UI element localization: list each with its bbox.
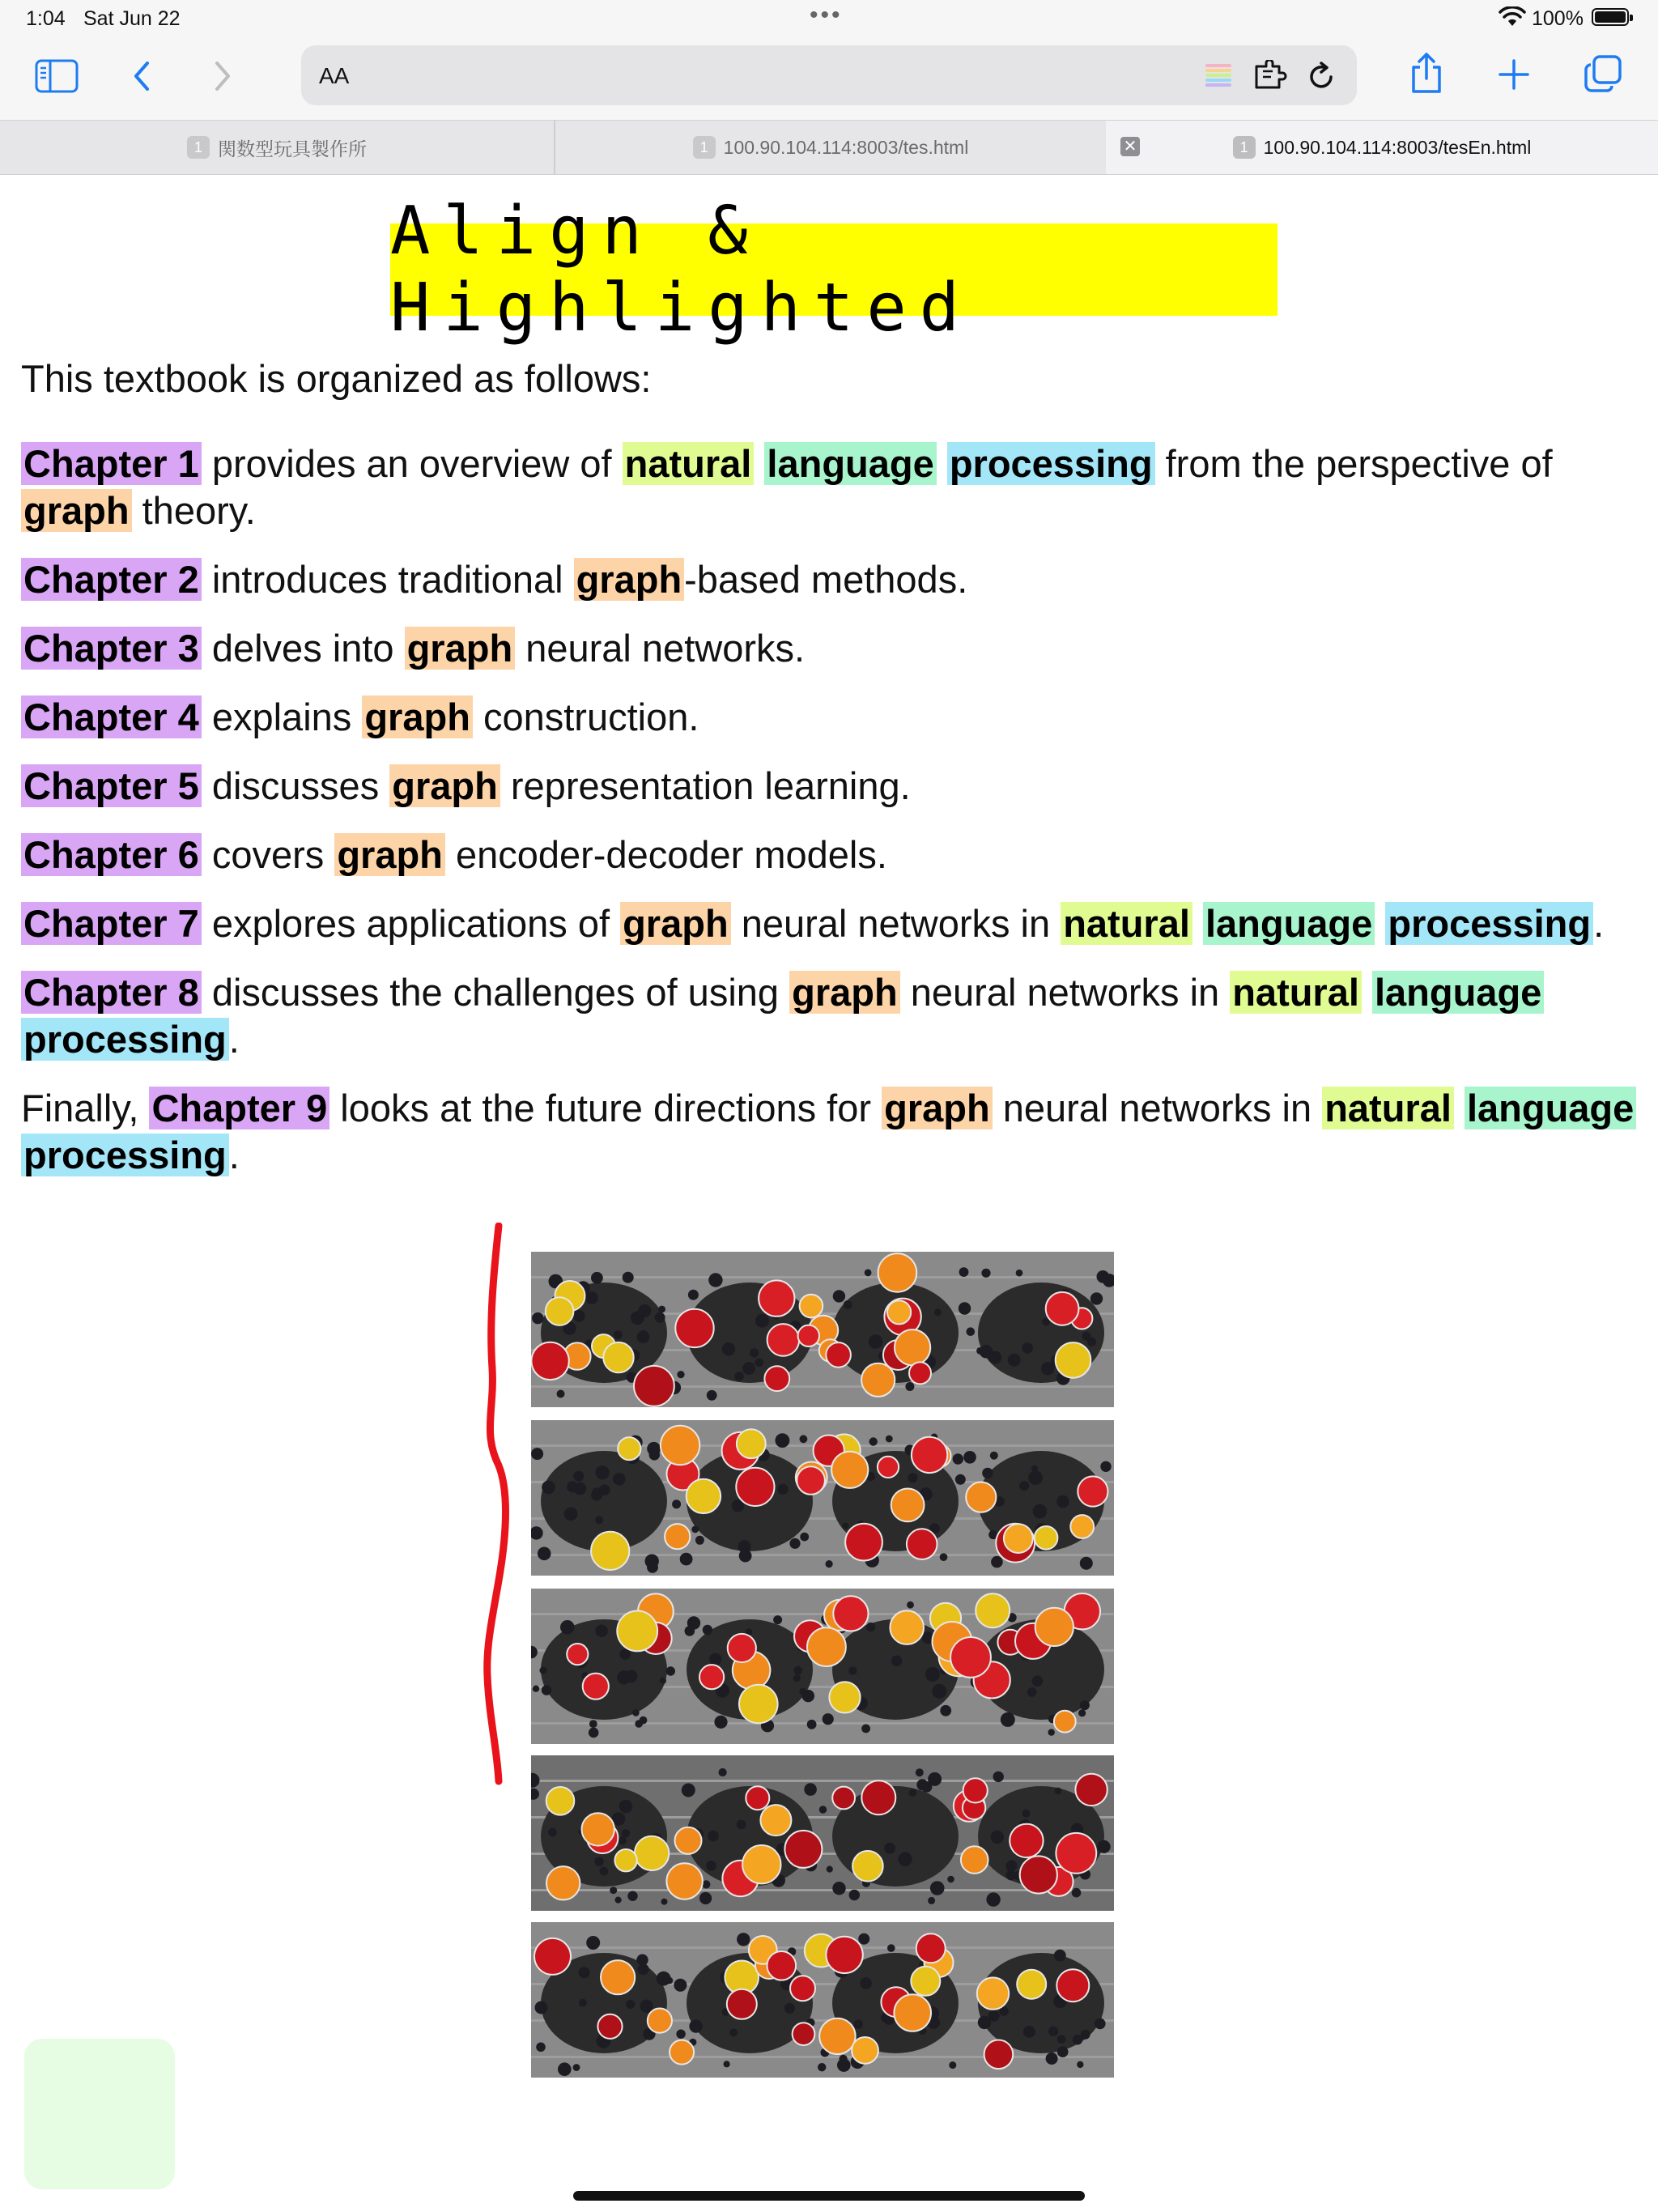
- processing-highlight: processing: [21, 1018, 229, 1061]
- chapter-highlight: Chapter 7: [21, 902, 202, 945]
- multitasking-dots[interactable]: •••: [810, 2, 843, 28]
- chapter-highlight: Chapter 1: [21, 442, 202, 485]
- battery-percent: 100%: [1532, 7, 1584, 30]
- home-indicator[interactable]: [573, 2191, 1085, 2201]
- graph-highlight: graph: [789, 971, 900, 1014]
- natural-highlight: natural: [1230, 971, 1362, 1014]
- paragraph-text: discusses: [201, 764, 390, 807]
- chapter-highlight: Chapter 2: [21, 558, 202, 601]
- chapter-highlight: Chapter 6: [21, 833, 202, 876]
- tab-1[interactable]: [0, 121, 555, 174]
- paragraph-text: neural networks.: [515, 627, 806, 670]
- graph-highlight: graph: [21, 489, 132, 532]
- paragraph-text: Finally,: [21, 1087, 150, 1129]
- paragraph-text: [1375, 902, 1385, 945]
- fruit-image-2: [531, 1420, 1114, 1576]
- paragraph-text: [937, 442, 947, 485]
- paragraph-text: construction.: [472, 696, 699, 738]
- intro-text: This textbook is organized as follows:: [21, 357, 652, 400]
- graph-highlight: graph: [405, 627, 516, 670]
- chapter-highlight: Chapter 9: [149, 1087, 329, 1129]
- fruit-image-3: [531, 1589, 1114, 1744]
- processing-highlight: processing: [947, 442, 1155, 485]
- graph-highlight: graph: [389, 764, 500, 807]
- wifi-icon: [1499, 6, 1526, 28]
- chapter-highlight: Chapter 3: [21, 627, 202, 670]
- paragraph-text: theory.: [131, 489, 256, 532]
- paragraph-text: .: [1593, 902, 1605, 945]
- chapter-highlight: Chapter 5: [21, 764, 202, 807]
- paragraph-text: explores applications of: [201, 902, 621, 945]
- natural-highlight: natural: [1061, 902, 1192, 945]
- chapter-paragraph: [21, 625, 1640, 672]
- page-title: Align & Highlighted: [390, 223, 1278, 316]
- chapter-highlight: Chapter 4: [21, 696, 202, 738]
- status-time: 1:04: [26, 7, 66, 30]
- tab-label: 100.90.104.114:8003/tesEn.html: [1263, 136, 1532, 158]
- paragraph-text: [754, 442, 764, 485]
- fruit-image-4: [531, 1755, 1114, 1911]
- forward-icon[interactable]: [209, 57, 236, 96]
- paragraph-text: [1192, 902, 1203, 945]
- graph-highlight: graph: [882, 1087, 993, 1129]
- paragraph-text: -based methods.: [684, 558, 968, 601]
- tab-3-active[interactable]: [1106, 121, 1658, 174]
- language-highlight: language: [1372, 971, 1544, 1014]
- fruit-illustration: [531, 1252, 1114, 1407]
- paragraph-text: delves into: [201, 627, 405, 670]
- chapter-paragraph: [21, 763, 1640, 810]
- battery-icon: [1592, 8, 1629, 26]
- reader-text-size-button[interactable]: AA: [319, 63, 350, 88]
- graph-highlight: graph: [362, 696, 473, 738]
- paragraph-text: explains: [201, 696, 363, 738]
- paragraph-text: looks at the future directions for: [329, 1087, 882, 1129]
- new-tab-plus-icon[interactable]: [1496, 57, 1532, 92]
- graph-highlight: graph: [334, 833, 445, 876]
- red-brace-annotation: [470, 1223, 518, 1789]
- status-date: Sat Jun 22: [83, 7, 181, 30]
- fruit-illustration: [531, 1755, 1114, 1911]
- tab-label: 関数型玩具製作所: [218, 138, 367, 160]
- paragraph-text: neural networks in: [899, 971, 1231, 1014]
- graph-highlight: graph: [620, 902, 731, 945]
- paragraph-text: covers: [201, 833, 335, 876]
- natural-highlight: natural: [623, 442, 755, 485]
- close-tab-icon[interactable]: ✕: [1120, 137, 1140, 156]
- language-highlight: language: [764, 442, 936, 485]
- paragraph-text: encoder-decoder models.: [444, 833, 887, 876]
- status-bar: [0, 0, 1658, 39]
- paragraph-text: .: [228, 1134, 240, 1176]
- paragraph-text: from the perspective of: [1154, 442, 1553, 485]
- fruit-illustration: [531, 1420, 1114, 1576]
- chapter-paragraph: [21, 832, 1640, 878]
- extension-icon[interactable]: [1253, 60, 1289, 91]
- fruit-image-1: [531, 1252, 1114, 1407]
- tab-2[interactable]: [555, 121, 1106, 174]
- floating-widget[interactable]: [24, 2039, 175, 2189]
- language-highlight: language: [1465, 1087, 1636, 1129]
- paragraph-text: representation learning.: [500, 764, 911, 807]
- paragraph-text: introduces traditional: [201, 558, 574, 601]
- paragraph-text: neural networks in: [992, 1087, 1323, 1129]
- fruit-illustration: [531, 1589, 1114, 1744]
- chapter-paragraph: [21, 694, 1640, 741]
- browser-toolbar: [0, 39, 1658, 120]
- chapter-paragraph: [21, 440, 1640, 534]
- sidebar-icon[interactable]: [34, 57, 79, 96]
- chapter-paragraph: [21, 556, 1640, 603]
- chapter-list: [21, 440, 1640, 1201]
- tab-label: 100.90.104.114:8003/tes.html: [723, 136, 969, 158]
- paragraph-text: .: [228, 1018, 240, 1061]
- paragraph-text: provides an overview of: [201, 442, 623, 485]
- favicon-icon: 1: [693, 136, 716, 159]
- processing-highlight: processing: [1385, 902, 1593, 945]
- paragraph-text: discusses the challenges of using: [201, 971, 790, 1014]
- paragraph-text: [1362, 971, 1372, 1014]
- chapter-paragraph: [21, 1085, 1640, 1179]
- back-icon[interactable]: [128, 57, 155, 96]
- fruit-illustration: [531, 1922, 1114, 2078]
- chapter-paragraph: [21, 900, 1640, 947]
- reload-icon[interactable]: [1305, 60, 1337, 92]
- tabs-overview-icon[interactable]: [1584, 53, 1622, 94]
- paragraph-text: neural networks in: [730, 902, 1061, 945]
- chapter-highlight: Chapter 8: [21, 971, 202, 1014]
- chapter-paragraph: [21, 969, 1640, 1063]
- graph-highlight: graph: [574, 558, 685, 601]
- paragraph-text: [1454, 1087, 1465, 1129]
- share-icon[interactable]: [1409, 50, 1444, 96]
- language-highlight: language: [1203, 902, 1375, 945]
- processing-highlight: processing: [21, 1134, 229, 1176]
- address-bar[interactable]: [301, 45, 1357, 105]
- favicon-icon: 1: [187, 136, 210, 159]
- color-stripes-icon[interactable]: [1205, 62, 1232, 89]
- fruit-image-5: [531, 1922, 1114, 2078]
- tab-bar: [0, 120, 1658, 175]
- favicon-icon: 1: [1233, 136, 1256, 159]
- natural-highlight: natural: [1322, 1087, 1454, 1129]
